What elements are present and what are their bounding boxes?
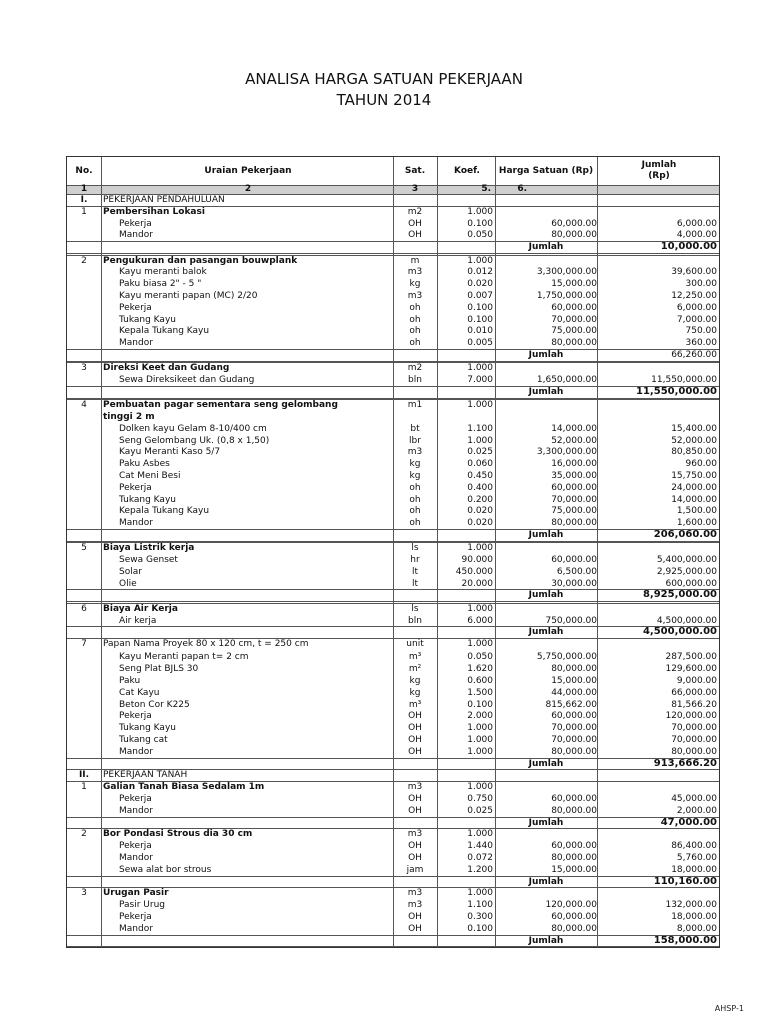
- row-divider: [67, 603, 719, 604]
- row-divider: [67, 399, 719, 400]
- unit-cell: m3: [407, 782, 423, 793]
- coefficient-cell: 1.100: [467, 900, 493, 911]
- unit-cell: m3: [407, 900, 423, 911]
- component-description: Sewa Genset: [119, 555, 178, 565]
- coefficient-cell: 0.050: [467, 652, 493, 663]
- component-description: Tukang Kayu: [119, 494, 176, 505]
- unit-cell: m²: [408, 664, 422, 675]
- amount-cell: 70,000.00: [671, 723, 717, 734]
- component-description: Sewa Direksikeet dan Gudang: [119, 375, 255, 385]
- unit-cell: hr: [410, 555, 420, 565]
- unit-cell: kg: [409, 279, 421, 290]
- amount-cell: 600,000.00: [665, 578, 717, 589]
- amount-cell: 6,000.00: [676, 302, 717, 313]
- coefficient-cell: 0.060: [467, 459, 493, 470]
- amount-cell: 132,000.00: [665, 900, 717, 911]
- coefficient-cell: 0.010: [467, 326, 493, 337]
- component-description: Pekerja: [119, 912, 152, 922]
- unit-cell: OH: [408, 794, 422, 804]
- subtotal-amount: 4,500,000.00: [642, 626, 717, 638]
- component-description: Pekerja: [119, 794, 152, 804]
- header-sat: Sat.: [404, 165, 426, 176]
- coefficient-cell: 1.000: [467, 888, 493, 899]
- work-item-title: Bor Pondasi Strous dia 30 cm: [103, 829, 253, 840]
- unit-price-cell: 60,000.00: [551, 794, 597, 804]
- unit-cell: OH: [408, 218, 422, 229]
- work-item-title: Pembersihan Lokasi: [103, 206, 205, 217]
- unit-cell: OH: [408, 735, 422, 745]
- component-description: Pekerja: [119, 302, 152, 313]
- unit-cell: m2: [407, 206, 423, 217]
- unit-price-cell: 15,000.00: [551, 864, 597, 875]
- component-description: Mandor: [119, 805, 153, 816]
- unit-price-cell: 60,000.00: [551, 711, 597, 722]
- component-description: Mandor: [119, 518, 153, 529]
- amount-cell: 18,000.00: [671, 912, 717, 922]
- subtotal-amount: 8,925,000.00: [642, 589, 717, 601]
- unit-price-cell: 60,000.00: [551, 482, 597, 493]
- amount-cell: 81,566.20: [671, 699, 717, 710]
- unit-cell: OH: [408, 711, 422, 722]
- coefficient-cell: 1.000: [467, 400, 493, 411]
- component-description: Air kerja: [119, 615, 157, 626]
- component-description: Kayu Meranti Kaso 5/7: [119, 447, 221, 458]
- amount-cell: 750.00: [685, 326, 717, 337]
- coefficient-cell: 0.200: [467, 494, 493, 505]
- component-description: Pekerja: [119, 218, 152, 229]
- unit-price-cell: 1,650,000.00: [536, 375, 597, 385]
- coefficient-cell: 0.400: [467, 482, 493, 493]
- row-divider: [67, 255, 719, 256]
- coefficient-cell: 1.000: [467, 363, 493, 374]
- row-divider: [67, 887, 719, 888]
- subtotal-label: Jumlah: [528, 386, 564, 397]
- unit-cell: m3: [407, 267, 423, 278]
- component-description: Kayu Meranti papan t= 2 cm: [119, 652, 249, 663]
- coefficient-cell: 0.020: [467, 506, 493, 517]
- component-description: Mandor: [119, 923, 153, 934]
- unit-price-cell: 60,000.00: [551, 912, 597, 922]
- amount-cell: 4,000.00: [676, 230, 717, 241]
- unit-price-cell: 70,000.00: [551, 735, 597, 745]
- unit-cell: ls: [411, 543, 419, 554]
- column-number: 5.: [481, 184, 491, 194]
- row-divider: [67, 194, 719, 195]
- subtotal-amount: 913,666.20: [653, 757, 717, 769]
- unit-price-cell: 3,300,000.00: [536, 267, 597, 278]
- item-number: 2: [81, 255, 87, 266]
- unit-cell: bln: [408, 615, 422, 626]
- amount-cell: 960.00: [685, 459, 717, 470]
- unit-cell: lbr: [409, 435, 421, 446]
- component-description: Kepala Tukang Kayu: [119, 326, 210, 337]
- unit-cell: oh: [409, 518, 421, 529]
- work-item-title: Papan Nama Proyek 80 x 120 cm, t = 250 cm: [103, 639, 309, 650]
- subtotal-amount: 66,260.00: [671, 349, 717, 360]
- coefficient-cell: 0.450: [467, 470, 493, 481]
- coefficient-cell: 0.005: [467, 338, 493, 349]
- component-description: Kayu meranti balok: [119, 267, 207, 278]
- unit-cell: kg: [409, 676, 421, 686]
- unit-price-cell: 80,000.00: [551, 853, 597, 863]
- row-divider: [67, 781, 719, 782]
- unit-cell: OH: [408, 853, 422, 863]
- coefficient-cell: 0.025: [467, 805, 493, 816]
- row-divider: [67, 769, 719, 770]
- coefficient-cell: 1.000: [467, 829, 493, 840]
- component-description: Dolken kayu Gelam 8-10/400 cm: [119, 423, 267, 434]
- unit-cell: bt: [410, 423, 420, 434]
- section-title: PEKERJAAN PENDAHULUAN: [103, 195, 225, 205]
- amount-cell: 6,000.00: [676, 218, 717, 229]
- item-number: 3: [81, 888, 87, 899]
- amount-cell: 2,925,000.00: [656, 566, 717, 577]
- coefficient-cell: 1.000: [467, 723, 493, 734]
- coefficient-cell: 1.000: [467, 639, 493, 650]
- unit-price-cell: 80,000.00: [551, 518, 597, 529]
- unit-price-cell: 750,000.00: [545, 615, 597, 626]
- coefficient-cell: 0.750: [467, 794, 493, 804]
- unit-cell: kg: [409, 470, 421, 481]
- document-title: ANALISA HARGA SATUAN PEKERJAAN: [245, 70, 523, 88]
- unit-cell: m3: [407, 447, 423, 458]
- amount-cell: 120,000.00: [665, 711, 717, 722]
- unit-cell: oh: [409, 482, 421, 493]
- subtotal-label: Jumlah: [528, 529, 564, 540]
- unit-cell: m: [410, 255, 420, 266]
- section-title: PEKERJAAN TANAH: [103, 770, 188, 781]
- unit-price-cell: 80,000.00: [551, 664, 597, 675]
- amount-cell: 8,000.00: [676, 923, 717, 934]
- amount-cell: 287,500.00: [665, 652, 717, 663]
- unit-cell: kg: [409, 459, 421, 470]
- amount-cell: 80,000.00: [671, 746, 717, 757]
- component-description: Pekerja: [119, 711, 152, 722]
- coefficient-cell: 1.500: [467, 687, 493, 698]
- subtotal-label: Jumlah: [528, 817, 564, 828]
- component-description: Paku: [119, 676, 141, 686]
- unit-price-cell: 120,000.00: [545, 900, 597, 911]
- item-number: 1: [81, 782, 87, 793]
- component-description: Beton Cor K225: [119, 699, 190, 710]
- header-jumlah-line2: (Rp): [648, 171, 670, 181]
- unit-price-cell: 80,000.00: [551, 230, 597, 241]
- component-description: Kayu meranti papan (MC) 2/20: [119, 290, 258, 301]
- subtotal-label: Jumlah: [528, 349, 564, 360]
- unit-price-cell: 15,000.00: [551, 279, 597, 290]
- unit-cell: m1: [407, 400, 423, 411]
- price-analysis-table: [66, 156, 720, 948]
- unit-cell: OH: [408, 923, 422, 934]
- coefficient-cell: 450.000: [455, 566, 493, 577]
- unit-cell: oh: [409, 506, 421, 517]
- component-description: Pasir Urug: [119, 900, 165, 911]
- component-description: Mandor: [119, 338, 153, 349]
- coefficient-cell: 1.000: [467, 603, 493, 614]
- component-description: Sewa alat bor strous: [119, 864, 212, 875]
- subtotal-label: Jumlah: [528, 758, 564, 769]
- subtotal-label: Jumlah: [528, 627, 564, 638]
- coefficient-cell: 1.000: [467, 735, 493, 745]
- unit-cell: m2: [407, 363, 423, 374]
- unit-cell: ls: [411, 603, 419, 614]
- coefficient-cell: 0.020: [467, 518, 493, 529]
- amount-cell: 11,550,000.00: [651, 375, 717, 385]
- coefficient-cell: 0.100: [467, 218, 493, 229]
- component-description: Pekerja: [119, 482, 152, 493]
- unit-cell: lt: [411, 566, 419, 577]
- amount-cell: 1,600.00: [676, 518, 717, 529]
- unit-price-cell: 60,000.00: [551, 555, 597, 565]
- unit-price-cell: 80,000.00: [551, 805, 597, 816]
- amount-cell: 360.00: [685, 338, 717, 349]
- unit-price-cell: 70,000.00: [551, 723, 597, 734]
- subtotal-label: Jumlah: [528, 935, 564, 946]
- unit-price-cell: 15,000.00: [551, 676, 597, 686]
- unit-price-cell: 60,000.00: [551, 218, 597, 229]
- coefficient-cell: 1.100: [467, 423, 493, 434]
- subtotal-amount: 10,000.00: [660, 241, 717, 253]
- unit-price-cell: 75,000.00: [551, 506, 597, 517]
- unit-price-cell: 30,000.00: [551, 578, 597, 589]
- unit-cell: OH: [408, 912, 422, 922]
- component-description: Mandor: [119, 853, 153, 863]
- row-divider: [67, 542, 719, 543]
- amount-cell: 14,000.00: [671, 494, 717, 505]
- coefficient-cell: 0.300: [467, 912, 493, 922]
- amount-cell: 18,000.00: [671, 864, 717, 875]
- unit-price-cell: 75,000.00: [551, 326, 597, 337]
- unit-cell: OH: [408, 230, 422, 241]
- unit-cell: bln: [408, 375, 422, 385]
- amount-cell: 2,000.00: [676, 805, 717, 816]
- unit-price-cell: 815,662.00: [545, 699, 597, 710]
- coefficient-cell: 20.000: [461, 578, 493, 589]
- unit-price-cell: 70,000.00: [551, 314, 597, 325]
- unit-cell: OH: [408, 841, 422, 852]
- component-description: Mandor: [119, 746, 153, 757]
- unit-cell: oh: [409, 494, 421, 505]
- unit-price-cell: 16,000.00: [551, 459, 597, 470]
- unit-price-cell: 80,000.00: [551, 338, 597, 349]
- unit-price-cell: 1,750,000.00: [536, 290, 597, 301]
- header-jumlah-line1: Jumlah: [641, 160, 677, 170]
- coefficient-cell: 1.000: [467, 206, 493, 217]
- subtotal-amount: 158,000.00: [653, 934, 717, 946]
- header-no: No.: [75, 165, 93, 176]
- component-description: Paku biasa 2" - 5 ": [119, 279, 202, 290]
- coefficient-cell: 1.440: [467, 841, 493, 852]
- header-jumlah: [599, 157, 719, 185]
- amount-cell: 52,000.00: [671, 435, 717, 446]
- coefficient-cell: 6.000: [467, 615, 493, 626]
- coefficient-cell: 1.000: [467, 435, 493, 446]
- component-description: Paku Asbes: [119, 459, 170, 470]
- unit-cell: OH: [408, 723, 422, 734]
- coefficient-cell: 1.200: [467, 864, 493, 875]
- unit-price-cell: 80,000.00: [551, 923, 597, 934]
- work-item-title: Urugan Pasir: [103, 888, 169, 899]
- work-item-title: Biaya Listrik kerja: [103, 543, 195, 554]
- coefficient-cell: 1.000: [467, 255, 493, 266]
- coefficient-cell: 90.000: [461, 555, 493, 565]
- coefficient-cell: 0.012: [467, 267, 493, 278]
- unit-cell: m³: [408, 699, 422, 710]
- amount-cell: 45,000.00: [671, 794, 717, 804]
- unit-price-cell: 35,000.00: [551, 470, 597, 481]
- column-number: 3: [411, 184, 419, 194]
- unit-cell: lt: [411, 578, 419, 589]
- amount-cell: 86,400.00: [671, 841, 717, 852]
- amount-cell: 39,600.00: [671, 267, 717, 278]
- unit-cell: OH: [408, 746, 422, 757]
- work-item-title: Direksi Keet dan Gudang: [103, 363, 230, 374]
- component-description: Kepala Tukang Kayu: [119, 506, 210, 517]
- unit-cell: OH: [408, 805, 422, 816]
- coefficient-cell: 0.100: [467, 923, 493, 934]
- coefficient-cell: 0.072: [467, 853, 493, 863]
- amount-cell: 300.00: [685, 279, 717, 290]
- header-koef: Koef.: [454, 165, 480, 176]
- unit-cell: unit: [406, 639, 424, 650]
- row-divider: [67, 828, 719, 829]
- unit-cell: m3: [407, 290, 423, 301]
- amount-cell: 70,000.00: [671, 735, 717, 745]
- section-number: II.: [78, 770, 90, 781]
- component-description: Solar: [119, 566, 142, 577]
- amount-cell: 80,850.00: [671, 447, 717, 458]
- unit-cell: jam: [406, 864, 424, 875]
- amount-cell: 24,000.00: [671, 482, 717, 493]
- work-item-title: Biaya Air Kerja: [103, 603, 178, 614]
- coefficient-cell: 0.100: [467, 699, 493, 710]
- unit-cell: oh: [409, 302, 421, 313]
- unit-price-cell: 14,000.00: [551, 423, 597, 434]
- amount-cell: 5,400,000.00: [656, 555, 717, 565]
- unit-cell: m3: [407, 888, 423, 899]
- row-divider: [67, 638, 719, 639]
- subtotal-amount: 11,550,000.00: [636, 385, 717, 397]
- component-description: Olie: [119, 578, 137, 589]
- subtotal-bottom-border: [67, 946, 719, 947]
- component-description: Tukang cat: [119, 735, 168, 745]
- unit-price-cell: 6,500.00: [556, 566, 597, 577]
- amount-cell: 15,750.00: [671, 470, 717, 481]
- amount-cell: 1,500.00: [676, 506, 717, 517]
- item-number: 6: [81, 603, 87, 614]
- unit-cell: oh: [409, 314, 421, 325]
- unit-price-cell: 3,300,000.00: [536, 447, 597, 458]
- amount-cell: 66,000.00: [671, 687, 717, 698]
- item-number: 4: [81, 400, 87, 411]
- column-number: 1: [80, 184, 88, 194]
- page-footer-code: AHSP-1: [714, 1004, 744, 1013]
- work-item-title: Pembuatan pagar sementara seng gelombang: [103, 400, 338, 411]
- subtotal-label: Jumlah: [528, 590, 564, 601]
- subtotal-amount: 47,000.00: [660, 816, 717, 828]
- coefficient-cell: 0.020: [467, 279, 493, 290]
- unit-price-cell: 60,000.00: [551, 841, 597, 852]
- item-number: 7: [81, 639, 87, 650]
- work-item-title-continued: tinggi 2 m: [103, 411, 155, 422]
- unit-cell: oh: [409, 326, 421, 337]
- coefficient-cell: 1.000: [467, 746, 493, 757]
- coefficient-cell: 7.000: [467, 375, 493, 385]
- subtotal-label: Jumlah: [528, 242, 564, 253]
- unit-cell: kg: [409, 687, 421, 698]
- document-subtitle: TAHUN 2014: [336, 91, 432, 109]
- unit-price-cell: 44,000.00: [551, 687, 597, 698]
- work-item-title: Pengukuran dan pasangan bouwplank: [103, 255, 298, 266]
- section-number: I.: [80, 195, 88, 205]
- unit-price-cell: 70,000.00: [551, 494, 597, 505]
- subtotal-amount: 206,060.00: [653, 528, 717, 540]
- amount-cell: 129,600.00: [665, 664, 717, 675]
- component-description: Tukang Kayu: [119, 723, 176, 734]
- component-description: Tukang Kayu: [119, 314, 176, 325]
- coefficient-cell: 0.007: [467, 290, 493, 301]
- row-divider: [67, 362, 719, 363]
- header-uraian: Uraian Pekerjaan: [204, 165, 292, 176]
- component-description: Pekerja: [119, 841, 152, 852]
- component-description: Cat Meni Besi: [119, 470, 181, 481]
- component-description: Seng Plat BJLS 30: [119, 664, 199, 675]
- coefficient-cell: 1.620: [467, 664, 493, 675]
- coefficient-cell: 0.100: [467, 302, 493, 313]
- header-harga: Harga Satuan (Rp): [498, 165, 594, 176]
- item-number: 3: [81, 363, 87, 374]
- component-description: Seng Gelombang Uk. (0,8 x 1,50): [119, 435, 270, 446]
- unit-cell: oh: [409, 338, 421, 349]
- amount-cell: 9,000.00: [676, 676, 717, 686]
- item-number: 2: [81, 829, 87, 840]
- subtotal-amount: 110,160.00: [653, 875, 717, 887]
- coefficient-cell: 0.600: [467, 676, 493, 686]
- amount-cell: 5,760.00: [676, 853, 717, 863]
- coefficient-cell: 0.025: [467, 447, 493, 458]
- work-item-title: Galian Tanah Biasa Sedalam 1m: [103, 782, 265, 793]
- unit-price-cell: 5,750,000.00: [536, 652, 597, 663]
- coefficient-cell: 2.000: [467, 711, 493, 722]
- column-number: 2: [244, 184, 252, 194]
- coefficient-cell: 0.100: [467, 314, 493, 325]
- item-number: 5: [81, 543, 87, 554]
- amount-cell: 12,250.00: [671, 290, 717, 301]
- item-number: 1: [81, 206, 87, 217]
- unit-cell: m3: [407, 829, 423, 840]
- subtotal-label: Jumlah: [528, 876, 564, 887]
- unit-price-cell: 80,000.00: [551, 746, 597, 757]
- component-description: Mandor: [119, 230, 153, 241]
- unit-cell: m³: [408, 652, 422, 663]
- amount-cell: 15,400.00: [671, 423, 717, 434]
- column-number: 6.: [517, 184, 527, 194]
- amount-cell: 4,500,000.00: [656, 615, 717, 626]
- component-description: Cat Kayu: [119, 687, 160, 698]
- unit-price-cell: 60,000.00: [551, 302, 597, 313]
- row-divider: [67, 206, 719, 207]
- coefficient-cell: 1.000: [467, 543, 493, 554]
- unit-price-cell: 52,000.00: [551, 435, 597, 446]
- coefficient-cell: 1.000: [467, 782, 493, 793]
- coefficient-cell: 0.050: [467, 230, 493, 241]
- amount-cell: 7,000.00: [676, 314, 717, 325]
